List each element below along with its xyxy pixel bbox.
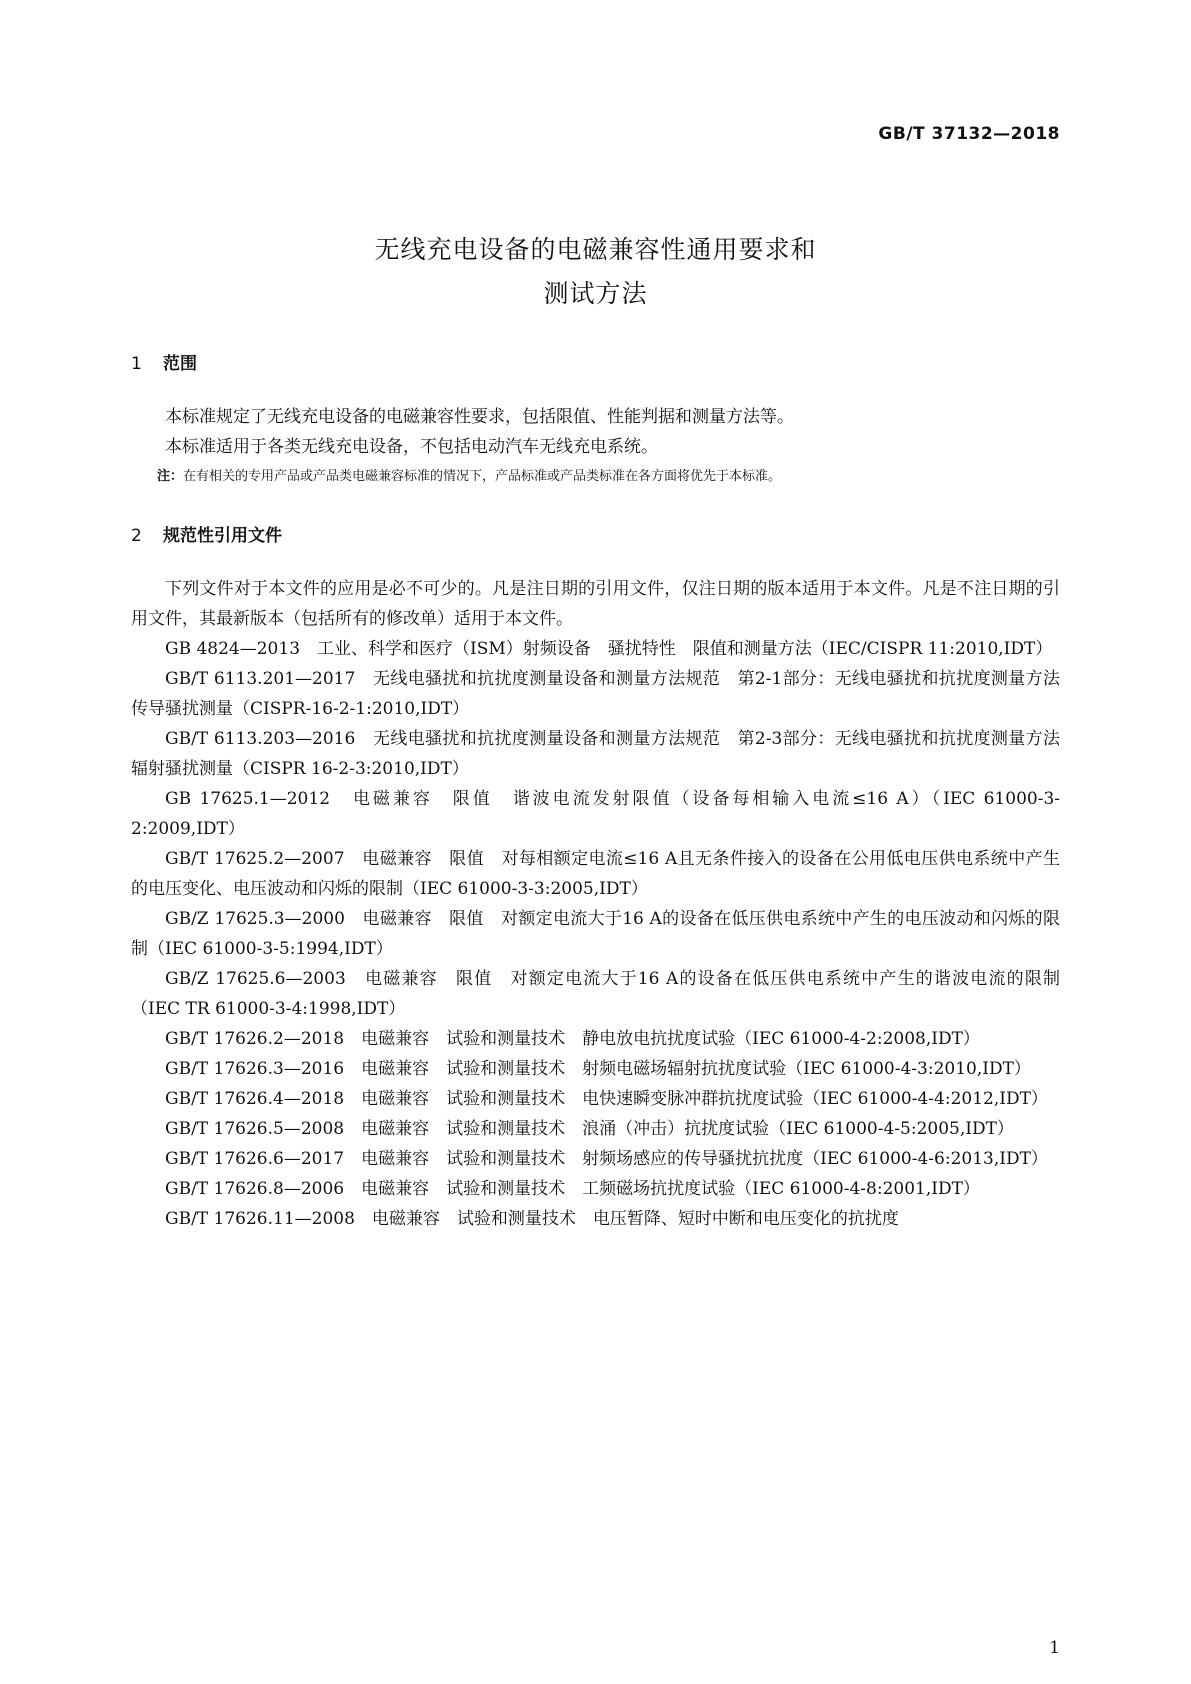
- reference-item: GB/T 17626.5—2008 电磁兼容 试验和测量技术 浪涌（冲击）抗扰度试验（IEC 61000-4-5:2005,IDT）: [165, 1119, 1014, 1139]
- note-label: 注：: [157, 469, 184, 484]
- title-line-1: 无线充电设备的电磁兼容性通用要求和: [374, 235, 817, 264]
- reference-item: GB/T 17626.6—2017 电磁兼容 试验和测量技术 射频场感应的传导骚扰抗扰度（IEC 61000-4-6:2013,IDT）: [165, 1149, 1048, 1169]
- reference-item: GB/T 17626.8—2006 电磁兼容 试验和测量技术 工频磁场抗扰度试验（IEC 61000-4-8:2001,IDT）: [165, 1179, 980, 1199]
- reference-item: GB/T 17625.2—2007 电磁兼容 限值 对每相额定电流≤16 A且无条件接入的设备在公用低电压供电系统中产生的电压变化、电压波动和闪烁的限制（IEC 61000-3-3:2005,IDT）: [131, 849, 1060, 899]
- standard-code: GB/T 37132—2018: [878, 124, 1060, 144]
- section-2-heading: [131, 521, 282, 546]
- scope-paragraph-2: 本标准适用于各类无线充电设备，不包括电动汽车无线充电系统。: [165, 437, 658, 457]
- reference-item: GB 17625.1—2012 电磁兼容 限值 谐波电流发射限值（设备每相输入电流≤16 A）（IEC 61000-3-2:2009,IDT）: [131, 789, 1060, 839]
- scope-paragraph-1: 本标准规定了无线充电设备的电磁兼容性要求，包括限值、性能判据和测量方法等。: [165, 407, 794, 427]
- normative-intro: 下列文件对于本文件的应用是必不可少的。凡是注日期的引用文件，仅注日期的版本适用于本文件。凡是不注日期的引用文件，其最新版本（包括所有的修改单）适用于本文件。: [131, 579, 1060, 629]
- page-number: 1: [1049, 1638, 1060, 1658]
- section-2-body: [131, 574, 1077, 1234]
- reference-item: GB/Z 17625.3—2000 电磁兼容 限值 对额定电流大于16 A的设备在低压供电系统中产生的电压波动和闪烁的限制（IEC 61000-3-5:1994,IDT）: [131, 909, 1060, 959]
- section-2-number: 2: [131, 526, 142, 546]
- reference-item: GB/T 17626.3—2016 电磁兼容 试验和测量技术 射频电磁场辐射抗扰度试验（IEC 61000-4-3:2010,IDT）: [165, 1059, 1031, 1079]
- section-1-number: 1: [131, 354, 142, 374]
- reference-item: GB/Z 17625.6—2003 电磁兼容 限值 对额定电流大于16 A的设备在低压供电系统中产生的谐波电流的限制（IEC TR 61000-3-4:1998,IDT）: [131, 969, 1060, 1019]
- section-1-title: 范围: [163, 354, 197, 374]
- reference-item: GB/T 6113.201—2017 无线电骚扰和抗扰度测量设备和测量方法规范 第2-1部分：无线电骚扰和抗扰度测量方法 传导骚扰测量（CISPR-16-2-1:2010,IDT）: [131, 669, 1077, 719]
- reference-item: GB/T 17626.2—2018 电磁兼容 试验和测量技术 静电放电抗扰度试验（IEC 61000-4-2:2008,IDT）: [165, 1029, 980, 1049]
- reference-item: GB/T 17626.11—2008 电磁兼容 试验和测量技术 电压暂降、短时中断和电压变化的抗扰度: [165, 1209, 899, 1229]
- section-1-heading: [131, 349, 197, 374]
- note-text: 在有相关的专用产品或产品类电磁兼容标准的情况下，产品标准或产品类标准在各方面将优先于本标准。: [183, 469, 782, 484]
- scope-note: [131, 464, 1060, 490]
- section-2-title: 规范性引用文件: [163, 526, 282, 546]
- reference-item: GB 4824—2013 工业、科学和医疗（ISM）射频设备 骚扰特性 限值和测量方法（IEC/CISPR 11:2010,IDT）: [165, 639, 1053, 659]
- reference-item: GB/T 6113.203—2016 无线电骚扰和抗扰度测量设备和测量方法规范 第2-3部分：无线电骚扰和抗扰度测量方法 辐射骚扰测量（CISPR 16-2-3:2010,IDT）: [131, 729, 1077, 779]
- reference-item: GB/T 17626.4—2018 电磁兼容 试验和测量技术 电快速瞬变脉冲群抗扰度试验（IEC 61000-4-4:2012,IDT）: [165, 1089, 1048, 1109]
- title-line-2: 测试方法: [543, 279, 648, 308]
- section-1-body: [131, 402, 1060, 490]
- document-title: [0, 228, 1191, 316]
